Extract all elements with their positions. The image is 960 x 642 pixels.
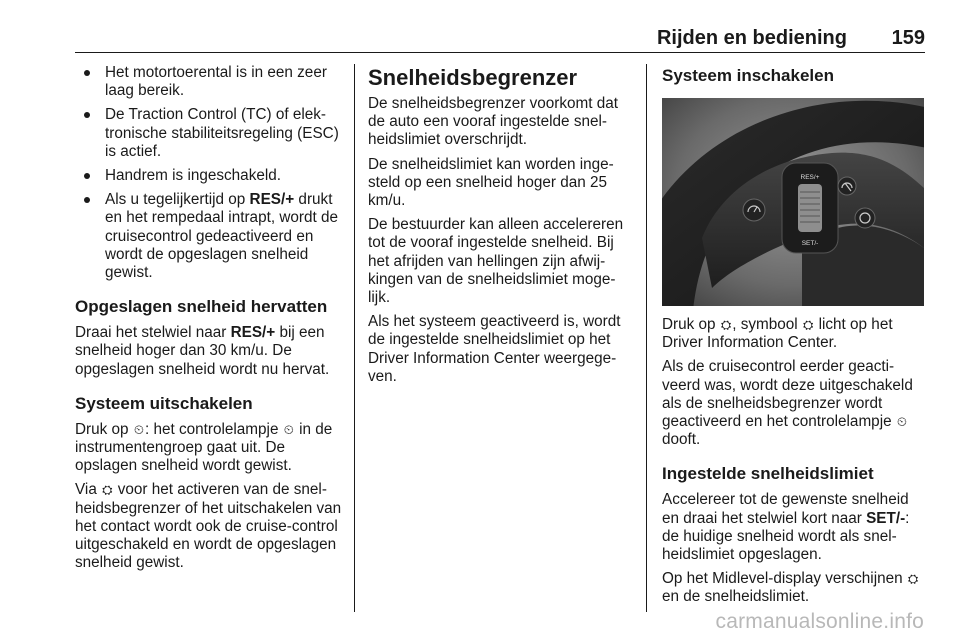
speed-limiter-icon: ⛭ (802, 317, 814, 332)
list-item: Het motortoerental is in een zeer laag bereik. (75, 64, 345, 100)
steering-wheel-illustration (662, 98, 924, 306)
page-header (75, 26, 925, 53)
res-label: RES/+ (800, 174, 820, 181)
steering-wheel-photo (662, 98, 924, 306)
paragraph: De bestuurder kan alleen accelereren tot de vooraf ingestelde snelheid. Bij het afrijden van hellingen zijn afwij-kingen van de snelheidslimiet moge-lijk. (368, 216, 624, 307)
column-2 (368, 64, 634, 392)
column-divider-1 (354, 64, 355, 612)
limit-text-1: Accelereer tot de gewenste snelheid en draai het stelwiel kort naar SET/-: de huidige snelheid wordt als snel-heidslimiet opgeslagen. (662, 491, 910, 564)
cruise-control-icon: ⏲ (133, 421, 144, 437)
off-text-1: Druk op ⏲: het controlelampje ⏲ in de instrumentengroep gaat uit. De opslagen snelheid wordt gewist. (75, 420, 333, 475)
on-text-2: Als de cruisecontrol eerder geacti-veerd was, wordt deze uitgeschakeld als de snelheidsbegrenzer wordt geactiveerd en het controlelampje ⏲ dooft. (662, 358, 913, 449)
section-heading-resume: Opgeslagen snelheid hervatten (75, 297, 328, 317)
off-text-2: Via ⛭ voor het activeren van de snel-heidsbegrenzer of het uitschakelen van het contact wordt ook de cruise-control uitgeschakeld en wordt de opgeslagen snelheid gewist. (75, 481, 342, 572)
section-heading-on: Systeem inschakelen (662, 66, 834, 85)
section-title-speed-limiter: Snelheidsbegrenzer (368, 65, 578, 90)
column-3 (662, 64, 928, 613)
column-divider-2 (646, 64, 647, 612)
section-heading-limit: Ingestelde snelheidslimiet (662, 464, 874, 484)
on-text: Druk op ⛭, symbool ⛭ licht op het Driver Information Center. (662, 316, 893, 352)
column-1 (75, 64, 345, 578)
speed-limiter-icon: ⛭ (720, 317, 732, 332)
speed-limiter-icon: ⛭ (102, 482, 113, 498)
paragraph: De snelheidslimiet kan worden inge-steld op een snelheid hoger dan 25 km/u. (368, 155, 614, 210)
cruise-control-icon: ⏲ (283, 421, 294, 437)
cruise-control-icon: ⏲ (896, 414, 907, 430)
chapter-title: Rijden en bediening (656, 27, 847, 49)
set-label: SET/- (801, 240, 819, 247)
section-heading-off: Systeem uitschakelen (75, 393, 253, 413)
condition-list (75, 64, 345, 282)
page-number: 159 (891, 27, 925, 49)
paragraph: De snelheidsbegrenzer voorkomt dat de auto een vooraf ingestelde snel-heidslimiet overschrijdt. (368, 95, 618, 149)
list-item: De Traction Control (TC) of elek-tronische stabiliteitsregeling (ESC) is actief. (75, 106, 345, 161)
resume-text: Draai het stelwiel naar RES/+ bij een snelheid hoger dan 30 km/u. De opgeslagen snelheid wordt nu hervat. (75, 324, 330, 378)
speed-limiter-icon: ⛭ (907, 571, 919, 587)
list-item: Als u tegelijkertijd op RES/+ drukt en het rempedaal intrapt, wordt de cruisecontrol gedeactiveerd en wordt de opgeslagen snelheid gewist. (75, 191, 345, 282)
list-item: Handrem is ingeschakeld. (75, 167, 345, 185)
paragraph: Als het systeem geactiveerd is, wordt de ingestelde snelheidslimiet op het Driver Information Center weergege-ven. (368, 313, 621, 385)
limit-text-2: Op het Midlevel-display verschijnen ⛭ en de snelheidslimiet. (662, 570, 919, 606)
watermark: carmanualsonline.info (715, 610, 924, 633)
